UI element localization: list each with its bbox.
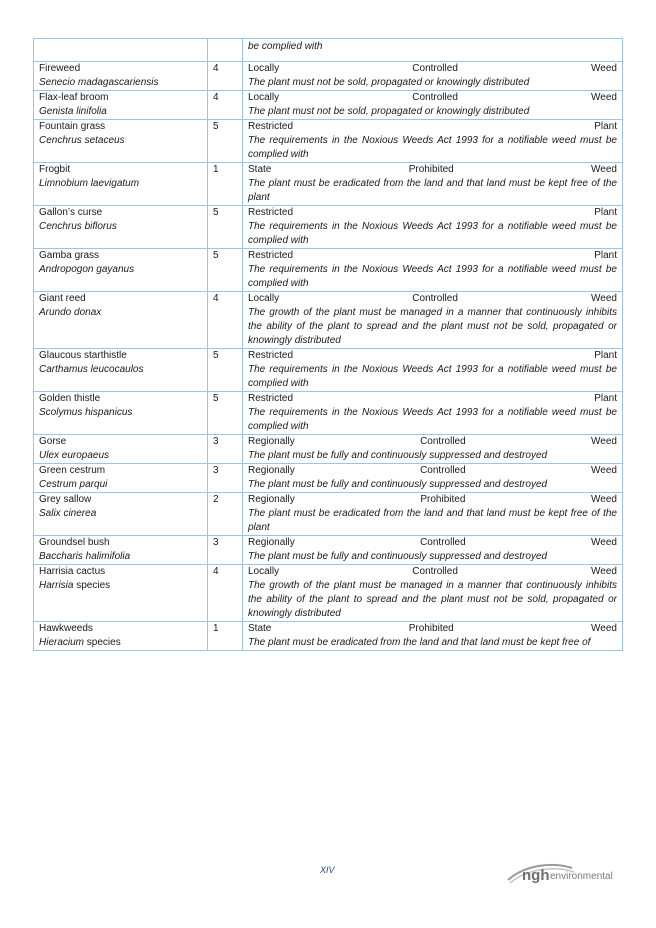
cell-weed-class: 4 — [208, 62, 243, 91]
cell-plant-name — [34, 536, 208, 565]
common-name: Fireweed — [39, 63, 81, 74]
cell-weed-class: 3 — [208, 464, 243, 493]
scientific-genus: Carthamus leucocaulos — [39, 364, 144, 375]
table-row — [34, 62, 623, 91]
control-category — [248, 120, 617, 134]
control-category — [248, 62, 617, 76]
requirement-text: The requirements in the Noxious Weeds Act 1993 for a notifiable weed must be complied with — [248, 364, 617, 389]
category-word: Regionally — [248, 436, 295, 447]
cell-plant-name — [34, 249, 208, 292]
cell-control-requirement — [243, 163, 623, 206]
cell-plant-name — [34, 464, 208, 493]
common-name: Fountain grass — [39, 121, 106, 132]
scientific-genus: Salix cinerea — [39, 508, 97, 519]
category-word: Restricted — [248, 393, 294, 404]
scientific-genus: Cestrum parqui — [39, 479, 108, 490]
cell-plant-name — [34, 349, 208, 392]
scientific-name — [39, 105, 202, 119]
category-word: Restricted — [248, 250, 294, 261]
category-word: Weed — [591, 164, 617, 175]
cell-weed-class: 3 — [208, 435, 243, 464]
cell-plant-name — [34, 392, 208, 435]
cell-class-empty — [208, 39, 243, 62]
scientific-genus: Baccharis halimifolia — [39, 551, 131, 562]
common-name: Flax-leaf broom — [39, 92, 109, 103]
scientific-name — [39, 636, 202, 650]
control-category — [248, 435, 617, 449]
cell-control-requirement — [243, 62, 623, 91]
scientific-name — [39, 550, 202, 564]
control-category — [248, 536, 617, 550]
cell-control-requirement — [243, 292, 623, 349]
cell-weed-class: 4 — [208, 91, 243, 120]
control-category — [248, 91, 617, 105]
control-category — [248, 163, 617, 177]
cell-plant-name — [34, 163, 208, 206]
scientific-name — [39, 134, 202, 148]
category-word: Regionally — [248, 465, 295, 476]
cell-weed-class: 4 — [208, 565, 243, 622]
cell-weed-class: 5 — [208, 392, 243, 435]
category-word: Controlled — [420, 436, 466, 447]
control-category — [248, 249, 617, 263]
table-row — [34, 622, 623, 651]
scientific-name — [39, 76, 202, 90]
scientific-genus: Limnobium laevigatum — [39, 178, 140, 189]
cell-weed-class: 5 — [208, 249, 243, 292]
scientific-name — [39, 177, 202, 191]
table-row — [34, 565, 623, 622]
category-word: Controlled — [412, 63, 458, 74]
scientific-name — [39, 579, 202, 593]
scientific-name — [39, 363, 202, 377]
control-category — [248, 464, 617, 478]
category-word: Weed — [591, 465, 617, 476]
category-word: Restricted — [248, 207, 294, 218]
scientific-genus: Arundo donax — [39, 307, 102, 318]
common-name: Groundsel bush — [39, 537, 110, 548]
table-row — [34, 493, 623, 536]
cell-plant-name — [34, 493, 208, 536]
category-word: Prohibited — [408, 164, 454, 175]
logo-brand: ngh — [522, 867, 550, 884]
cell-plant-name — [34, 62, 208, 91]
common-name: Giant reed — [39, 293, 86, 304]
requirement-text: be complied with — [248, 41, 323, 52]
table-row — [34, 435, 623, 464]
category-word: Prohibited — [408, 623, 454, 634]
common-name: Frogbit — [39, 164, 71, 175]
scientific-suffix: species — [73, 580, 111, 591]
requirement-text: The requirements in the Noxious Weeds Act 1993 for a notifiable weed must be complied with — [248, 135, 617, 160]
category-word: Locally — [248, 566, 280, 577]
scientific-genus: Ulex europaeus — [39, 450, 110, 461]
table-row — [34, 292, 623, 349]
table-row — [34, 464, 623, 493]
category-word: Locally — [248, 293, 280, 304]
requirement-text: The plant must be fully and continuously suppressed and destroyed — [248, 479, 548, 490]
category-word: Restricted — [248, 350, 294, 361]
cell-plant-name — [34, 622, 208, 651]
common-name: Harrisia cactus — [39, 566, 106, 577]
ngh-environmental-logo — [506, 858, 621, 890]
scientific-name — [39, 306, 202, 320]
control-category — [248, 292, 617, 306]
scientific-suffix: species — [84, 637, 121, 648]
category-word: Weed — [591, 436, 617, 447]
requirement-text: The plant must be fully and continuously suppressed and destroyed — [248, 450, 548, 461]
table-row — [34, 349, 623, 392]
cell-control-requirement — [243, 349, 623, 392]
requirement-text: The plant must not be sold, propagated or knowingly distributed — [248, 77, 530, 88]
category-word: Weed — [591, 494, 617, 505]
cell-weed-class: 3 — [208, 536, 243, 565]
category-word: Controlled — [412, 566, 458, 577]
requirement-text: The growth of the plant must be managed in a manner that continuously inhibits the ability of the plant to spread and the plant must not be sold, propagated or knowingly distributed — [248, 580, 617, 619]
requirement-text: The requirements in the Noxious Weeds Act 1993 for a notifiable weed must be complied with — [248, 407, 617, 432]
table-row-continued — [34, 39, 623, 62]
cell-weed-class: 1 — [208, 163, 243, 206]
scientific-genus: Cenchrus biflorus — [39, 221, 117, 232]
cell-control-requirement — [243, 565, 623, 622]
scientific-genus: Genista linifolia — [39, 106, 107, 117]
category-word: Regionally — [248, 494, 295, 505]
scientific-name — [39, 507, 202, 521]
category-word: Weed — [591, 63, 617, 74]
scientific-genus: Scolymus hispanicus — [39, 407, 133, 418]
cell-control-requirement — [243, 249, 623, 292]
category-word: Locally — [248, 92, 280, 103]
table-row — [34, 91, 623, 120]
scientific-genus: Andropogon gayanus — [39, 264, 135, 275]
cell-weed-class: 5 — [208, 206, 243, 249]
cell-control-requirement — [243, 206, 623, 249]
cell-plant-name — [34, 120, 208, 163]
common-name: Gamba grass — [39, 250, 100, 261]
cell-control-requirement — [243, 91, 623, 120]
category-word: Plant — [594, 393, 617, 404]
cell-name-empty — [34, 39, 208, 62]
cell-weed-class: 2 — [208, 493, 243, 536]
cell-plant-name — [34, 206, 208, 249]
cell-weed-class: 1 — [208, 622, 243, 651]
cell-control-requirement — [243, 536, 623, 565]
scientific-genus: Cenchrus setaceus — [39, 135, 125, 146]
common-name: Grey sallow — [39, 494, 92, 505]
cell-plant-name — [34, 435, 208, 464]
cell-control-requirement — [243, 120, 623, 163]
requirement-text: The plant must be eradicated from the land and that land must be kept free of — [248, 637, 591, 648]
common-name: Gallon’s curse — [39, 207, 103, 218]
requirement-text: The plant must be fully and continuously suppressed and destroyed — [248, 551, 548, 562]
control-category — [248, 349, 617, 363]
category-word: Plant — [594, 121, 617, 132]
category-word: State — [248, 164, 272, 175]
category-word: Controlled — [420, 465, 466, 476]
common-name: Gorse — [39, 436, 67, 447]
category-word: State — [248, 623, 272, 634]
category-word: Controlled — [420, 537, 466, 548]
category-word: Weed — [591, 293, 617, 304]
cell-weed-class: 5 — [208, 120, 243, 163]
scientific-genus: Senecio madagascariensis — [39, 77, 159, 88]
common-name: Glaucous starthistle — [39, 350, 127, 361]
category-word: Plant — [594, 250, 617, 261]
cell-weed-class: 5 — [208, 349, 243, 392]
category-word: Plant — [594, 350, 617, 361]
cell-control-requirement — [243, 622, 623, 651]
scientific-genus: Harrisia — [39, 580, 74, 591]
control-category — [248, 622, 617, 636]
category-word: Weed — [591, 623, 617, 634]
common-name: Green cestrum — [39, 465, 106, 476]
table-row — [34, 536, 623, 565]
control-category — [248, 493, 617, 507]
scientific-name — [39, 406, 202, 420]
category-word: Weed — [591, 537, 617, 548]
logo-text: environmental — [550, 871, 613, 882]
category-word: Prohibited — [420, 494, 466, 505]
scientific-genus: Hieracium — [39, 637, 85, 648]
scientific-name — [39, 478, 202, 492]
category-word: Regionally — [248, 537, 295, 548]
control-category — [248, 565, 617, 579]
cell-weed-class: 4 — [208, 292, 243, 349]
table-row — [34, 249, 623, 292]
category-word: Restricted — [248, 121, 294, 132]
cell-plant-name — [34, 565, 208, 622]
category-word: Weed — [591, 566, 617, 577]
noxious-weeds-table — [33, 38, 623, 651]
category-word: Plant — [594, 207, 617, 218]
table-row — [34, 206, 623, 249]
table-row — [34, 120, 623, 163]
scientific-name — [39, 220, 202, 234]
requirement-text: The plant must not be sold, propagated or knowingly distributed — [248, 106, 530, 117]
cell-requirement — [243, 39, 623, 62]
common-name: Hawkweeds — [39, 623, 93, 634]
cell-control-requirement — [243, 435, 623, 464]
cell-plant-name — [34, 292, 208, 349]
requirement-text: The requirements in the Noxious Weeds Act 1993 for a notifiable weed must be complied with — [248, 221, 617, 246]
cell-control-requirement — [243, 392, 623, 435]
cell-control-requirement — [243, 493, 623, 536]
category-word: Controlled — [412, 92, 458, 103]
cell-plant-name — [34, 91, 208, 120]
page-number: XIV — [320, 865, 335, 875]
control-category — [248, 206, 617, 220]
requirement-text: The plant must be eradicated from the land and that land must be kept free of the plant — [248, 178, 617, 203]
scientific-name — [39, 263, 202, 277]
category-word: Locally — [248, 63, 280, 74]
common-name: Golden thistle — [39, 393, 101, 404]
requirement-text: The requirements in the Noxious Weeds Act 1993 for a notifiable weed must be complied with — [248, 264, 617, 289]
requirement-text: The plant must be eradicated from the land and that land must be kept free of the plant — [248, 508, 617, 533]
category-word: Weed — [591, 92, 617, 103]
category-word: Controlled — [412, 293, 458, 304]
table-row — [34, 392, 623, 435]
table-row — [34, 163, 623, 206]
control-category — [248, 392, 617, 406]
table-body — [34, 39, 623, 651]
scientific-name — [39, 449, 202, 463]
cell-control-requirement — [243, 464, 623, 493]
requirement-text: The growth of the plant must be managed in a manner that continuously inhibits the ability of the plant to spread and the plant must not be sold, propagated or knowingly distributed — [248, 307, 617, 346]
